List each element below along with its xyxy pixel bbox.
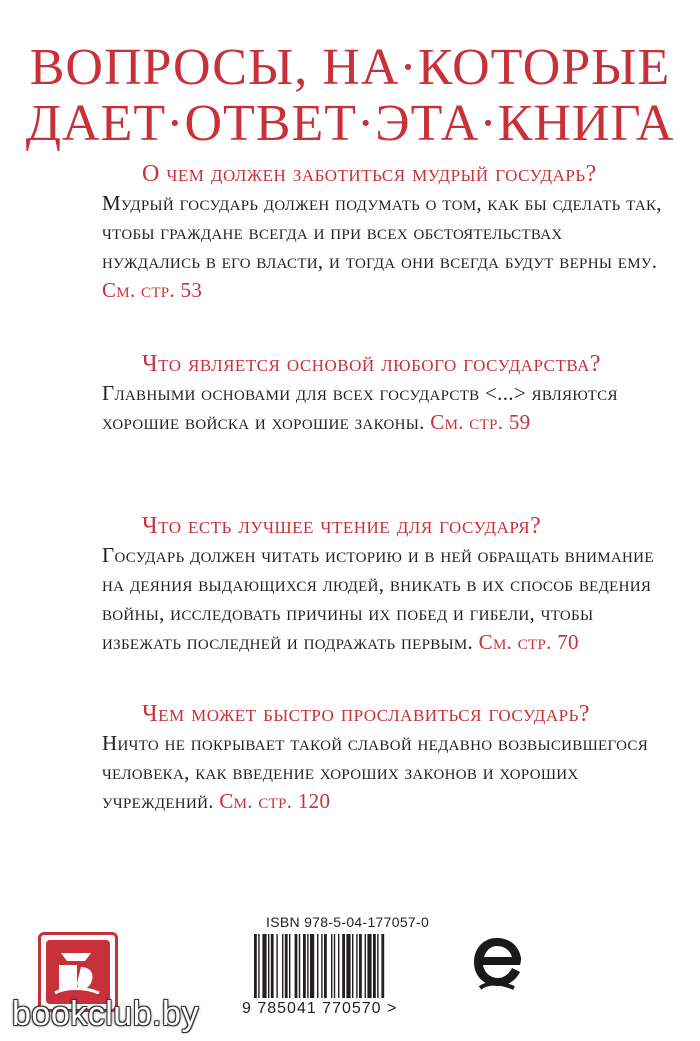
eksmo-logo-icon xyxy=(470,932,524,997)
barcode-bar xyxy=(342,934,345,998)
barcode-bar xyxy=(373,934,376,998)
page-ref-3: См. стр. 70 xyxy=(478,630,579,654)
question-2: Что является основой любого государства? xyxy=(142,351,602,377)
barcode-bar xyxy=(268,934,269,998)
barcode-bar xyxy=(254,934,257,998)
barcode-bar xyxy=(356,934,357,998)
barcode-bar xyxy=(307,934,308,998)
qa-block-3 xyxy=(102,512,662,657)
barcode-bar xyxy=(303,934,306,998)
ean-number: 9 785041 770570 > xyxy=(242,1000,398,1017)
qa-block-2 xyxy=(102,350,662,437)
barcode-bar xyxy=(381,934,384,998)
barcode-bar xyxy=(276,934,277,998)
qa-block-4 xyxy=(102,700,662,816)
barcode-bar xyxy=(321,934,322,998)
answer-4: Ничто не покрывает такой славой недавно возвысившегося человека, как введение хороших законов и хороших учреждений. См. стр. 120 xyxy=(102,731,649,813)
barcode-bar xyxy=(331,934,332,998)
question-3: Что есть лучшее чтение для государя? xyxy=(142,513,542,539)
barcode xyxy=(236,914,450,1024)
page-ref-1: См. стр. 53 xyxy=(102,278,203,302)
qa-block-1 xyxy=(102,160,662,305)
answer-1: Мудрый государь должен подумать о том, как бы сделать так, чтобы граждане всегда и при всех обстоятельствах нуждались в его власти, и тогда они всегда будут верны ему. См. стр. 53 xyxy=(102,191,662,302)
barcode-bar xyxy=(258,934,259,998)
question-1: О чем должен заботиться мудрый государь? xyxy=(142,161,597,187)
barcode-bar xyxy=(299,934,300,998)
barcode-bar xyxy=(289,934,290,998)
barcode-bar xyxy=(262,934,266,998)
barcode-bar xyxy=(346,934,350,998)
barcode-bars xyxy=(254,934,444,1004)
watermark-site: bookclub.by xyxy=(12,995,199,1033)
barcode-bar xyxy=(295,934,298,998)
page-ref-2: См. стр. 59 xyxy=(430,410,531,434)
barcode-bar xyxy=(352,934,353,998)
cover-title-line-1: ВОПРОСЫ, НА·КОТОРЫЕ xyxy=(29,39,671,96)
answer-2: Главными основами для всех государств <...> являются хорошие войска и хорошие законы. См. стр. 59 xyxy=(102,381,618,434)
cover-title-line-2: ДАЕТ·ОТВЕТ·ЭТА·КНИГА xyxy=(25,95,675,152)
barcode-bar xyxy=(365,934,366,998)
answer-3: Государь должен читать историю и в ней обращать внимание на деяния выдающихся людей, вникать в их способ ведения войны, исследовать причины их побед и гибели, чтобы избежать последней и подражать первым. См. стр. 70 xyxy=(102,543,654,654)
barcode-bar xyxy=(334,934,335,998)
barcode-bar xyxy=(317,934,318,998)
isbn-text: ISBN 978-5-04-177057-0 xyxy=(266,914,430,930)
question-4: Чем может быстро прославиться государь? xyxy=(142,701,591,727)
barcode-bar xyxy=(282,934,283,998)
barcode-bar xyxy=(377,934,378,998)
page-ref-4: См. стр. 120 xyxy=(219,789,331,813)
barcode-bar xyxy=(285,934,288,998)
barcode-bar xyxy=(367,934,371,998)
barcode-bar xyxy=(271,934,274,998)
barcode-bar xyxy=(310,934,314,998)
barcode-bar xyxy=(338,934,339,998)
barcode-bar xyxy=(359,934,362,998)
barcode-bar xyxy=(324,934,327,998)
